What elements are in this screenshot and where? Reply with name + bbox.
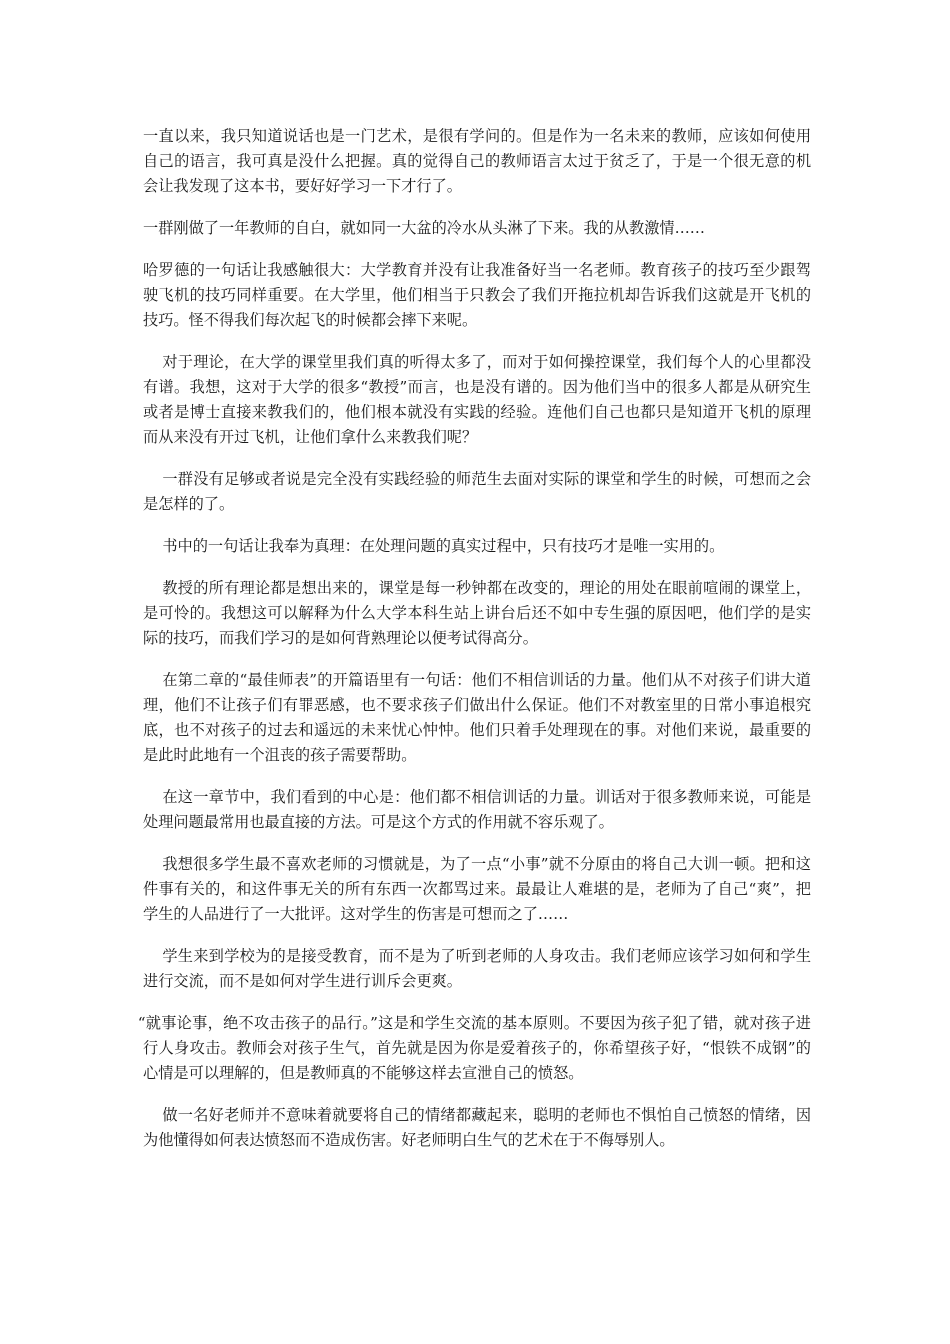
paragraph-8: 在第二章的“最佳师表”的开篇语里有一句话：他们不相信训话的力量。他们从不对孩子们讲大道理，他们不让孩子们有罪恶感，也不要求孩子们做出什么保证。他们不对教室里的日常小事追根究底，也不对孩子的过去和遥远的未来忧心忡忡。他们只着手处理现在的事。对他们来说，最重要的是此时此地有一个沮丧的孩子需要帮助。 [143, 671, 811, 764]
paragraph-6: 书中的一句话让我奉为真理：在处理问题的真实过程中，只有技巧才是唯一实用的。 [162, 537, 725, 555]
paragraph-5: 一群没有足够或者说是完全没有实践经验的师范生去面对实际的课堂和学生的时候，可想而之会是怎样的了。 [143, 470, 811, 513]
document-body [137, 124, 811, 1170]
paragraph-4: 对于理论，在大学的课堂里我们真的听得太多了，而对于如何操控课堂，我们每个人的心里都没有谱。我想，这对于大学的很多“教授”而言，也是没有谱的。因为他们当中的很多人都是从研究生或者是博士直接来教我们的，他们根本就没有实践的经验。连他们自己也都只是知道开飞机的原理而从来没有开过飞机，让他们拿什么来教我们呢？ [143, 353, 811, 446]
paragraph-7: 教授的所有理论都是想出来的，课堂是每一秒钟都在改变的，理论的用处在眼前喧闹的课堂上，是可怜的。我想这可以解释为什么大学本科生站上讲台后还不如中专生强的原因吧，他们学的是实际的技巧，而我们学习的是如何背熟理论以便考试得高分。 [143, 579, 811, 647]
paragraph-11: 学生来到学校为的是接受教育，而不是为了听到老师的人身攻击。我们老师应该学习如何和学生进行交流，而不是如何对学生进行训斥会更爽。 [143, 947, 811, 990]
paragraph-3: 哈罗德的一句话让我感触很大：大学教育并没有让我准备好当一名老师。教育孩子的技巧至少跟驾驶飞机的技巧同样重要。在大学里，他们相当于只教会了我们开拖拉机却告诉我们这就是开飞机的技巧。怪不得我们每次起飞的时候都会摔下来呢。 [143, 261, 811, 329]
paragraph-10: 我想很多学生最不喜欢老师的习惯就是，为了一点“小事”就不分原由的将自己大训一顿。把和这件事有关的，和这件事无关的所有东西一次都骂过来。最最让人难堪的是，老师为了自己“爽”，把学生的人品进行了一大批评。这对学生的伤害是可想而之了…… [143, 855, 811, 923]
paragraph-2: 一群刚做了一年教师的自白，就如同一大盆的冷水从头淋了下来。我的从教激情…… [143, 219, 705, 237]
paragraph-12: “就事论事，绝不攻击孩子的品行。”这是和学生交流的基本原则。不要因为孩子犯了错，就对孩子进行人身攻击。教师会对孩子生气，首先就是因为你是爱着孩子的，你希望孩子好，“恨铁不成钢”的心情是可以理解的，但是教师真的不能够这样去宣泄自己的愤怒。 [137, 1014, 811, 1082]
paragraph-9: 在这一章节中，我们看到的中心是：他们都不相信训话的力量。训话对于很多教师来说，可能是处理问题最常用也最直接的方法。可是这个方式的作用就不容乐观了。 [143, 788, 811, 831]
paragraph-13: 做一名好老师并不意味着就要将自己的情绪都藏起来，聪明的老师也不惧怕自己愤怒的情绪，因为他懂得如何表达愤怒而不造成伤害。好老师明白生气的艺术在于不侮辱别人。 [143, 1106, 811, 1149]
paragraph-1: 一直以来，我只知道说话也是一门艺术，是很有学问的。但是作为一名未来的教师，应该如何使用自己的语言，我可真是没什么把握。真的觉得自己的教师语言太过于贫乏了，于是一个很无意的机会让我发现了这本书，要好好学习一下才行了。 [143, 127, 811, 195]
